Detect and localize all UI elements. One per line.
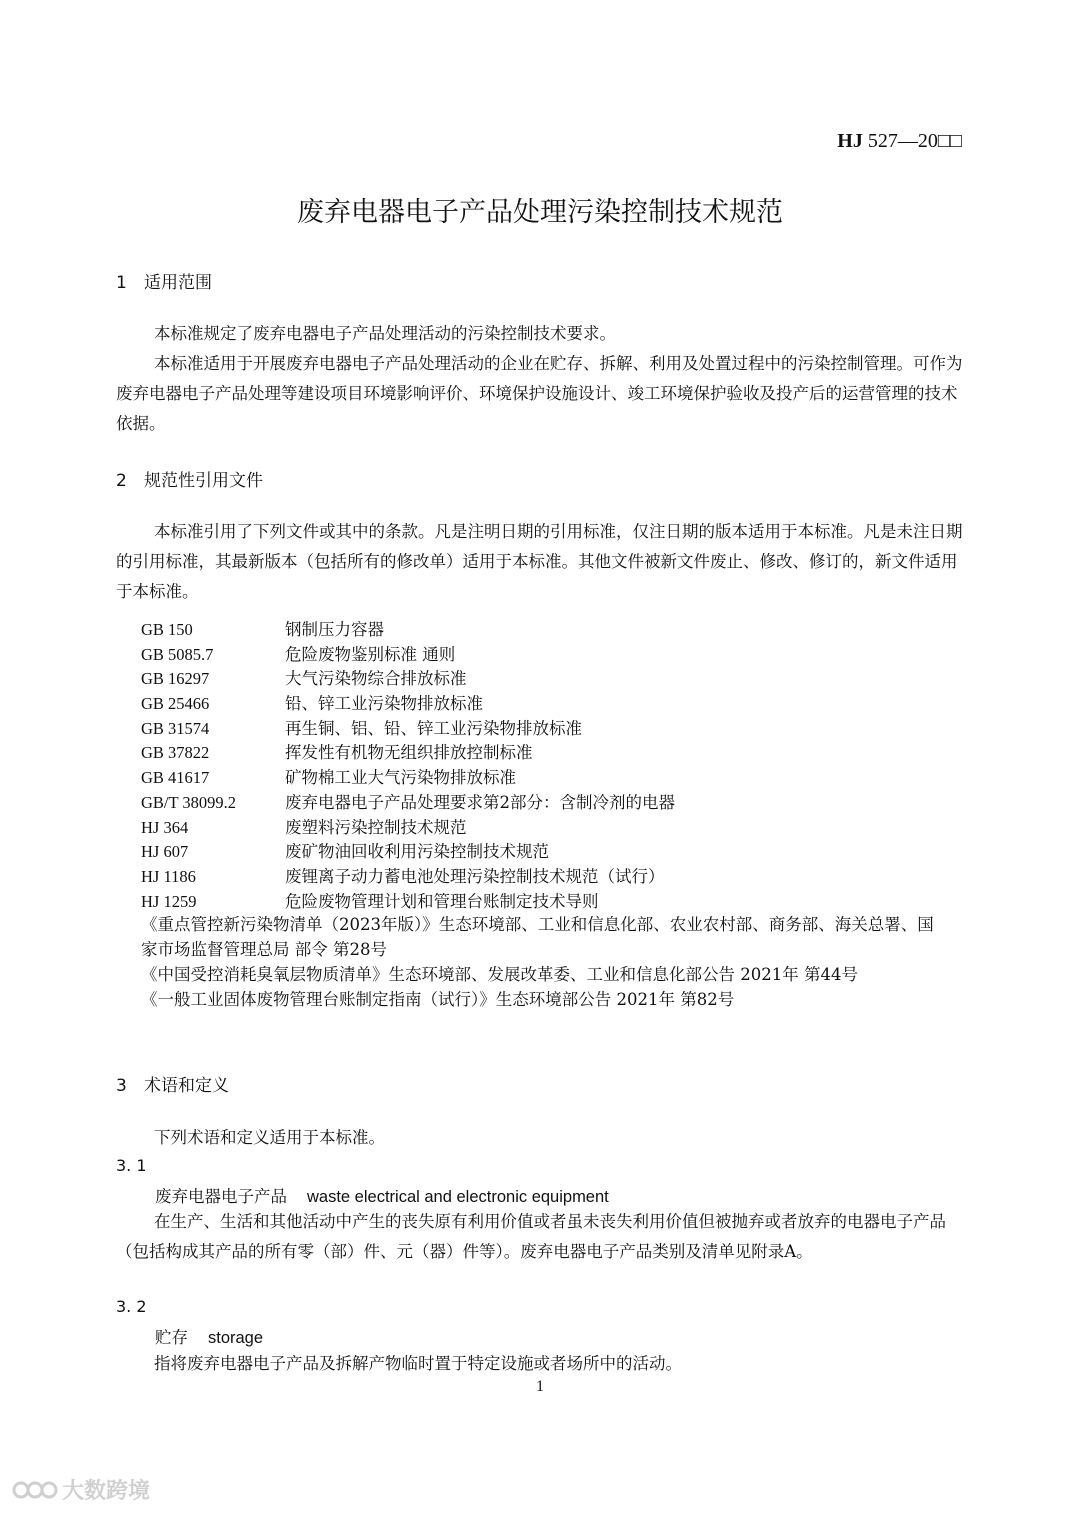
reference-code: HJ 1186 — [141, 866, 196, 886]
section-title: 术语和定义 — [144, 1076, 229, 1096]
section-1-paragraph-2: 本标准适用于开展废弃电器电子产品处理活动的企业在贮存、拆解、利用及处置过程中的污染控制管理。可作为废弃电器电子产品处理等建设项目环境影响评价、环境保护设施设计、竣工环境保护验收及投产后的运营管理的技术依据。 — [116, 354, 963, 433]
reference-row — [141, 890, 961, 915]
reference-row — [141, 816, 961, 841]
reference-row — [141, 741, 961, 766]
watermark-text: 大数跨境 — [62, 1479, 151, 1504]
policy-document-list — [141, 912, 941, 1012]
watermark — [12, 1474, 150, 1505]
reference-code: GB 31574 — [141, 718, 210, 738]
section-1-heading — [116, 268, 212, 293]
standard-code-prefix: HJ — [837, 130, 863, 152]
reference-code: GB 150 — [141, 620, 193, 639]
reference-name: 挥发性有机物无组织排放控制标准 — [285, 743, 533, 763]
reference-row — [141, 667, 961, 692]
policy-document-item: 《中国受控消耗臭氧层物质清单》生态环境部、发展改革委、工业和信息化部公告 2021年 第44号 — [141, 965, 858, 984]
term-english: storage — [208, 1329, 264, 1347]
reference-name: 危险废物鉴别标准 通则 — [285, 644, 456, 664]
reference-row — [141, 840, 961, 865]
clause-number: 3. 2 — [116, 1297, 147, 1316]
reference-code: GB 25466 — [141, 694, 210, 714]
reference-row — [141, 766, 961, 791]
reference-name: 大气污染物综合排放标准 — [285, 669, 467, 689]
reference-name: 危险废物管理计划和管理台账制定技术导则 — [285, 891, 599, 911]
reference-row — [141, 717, 961, 742]
reference-name: 矿物棉工业大气污染物排放标准 — [285, 768, 516, 788]
section-1-paragraph-1: 本标准规定了废弃电器电子产品处理活动的污染控制技术要求。 — [154, 324, 616, 343]
reference-code: GB 37822 — [141, 743, 210, 763]
policy-document-item: 《一般工业固体废物管理台账制定指南（试行）》生态环境部公告 2021年 第82号 — [141, 990, 735, 1009]
reference-row — [141, 791, 961, 816]
section-3-intro: 下列术语和定义适用于本标准。 — [154, 1128, 385, 1147]
reference-code: GB 16297 — [141, 669, 210, 689]
clause-number: 3. 1 — [116, 1156, 147, 1175]
section-number: 1 — [116, 273, 127, 293]
reference-code: HJ 364 — [141, 817, 189, 837]
reference-name: 废矿物油回收利用污染控制技术规范 — [285, 842, 549, 862]
section-title: 适用范围 — [144, 273, 212, 293]
reference-row — [141, 865, 961, 890]
section-2-paragraph: 本标准引用了下列文件或其中的条款。凡是注明日期的引用标准，仅注日期的版本适用于本标准。凡是未注日期的引用标准，其最新版本（包括所有的修改单）适用于本标准。其他文件被新文件废止、修改、修订的，新文件适用于本标准。 — [116, 522, 963, 601]
standard-code — [837, 130, 962, 153]
reference-row — [141, 618, 961, 643]
reference-name: 废锂离子动力蓄电池处理污染控制技术规范（试行） — [285, 866, 665, 886]
reference-code: GB 41617 — [141, 768, 210, 788]
reference-name: 再生铜、铝、铅、锌工业污染物排放标准 — [285, 718, 582, 738]
section-title: 规范性引用文件 — [144, 471, 263, 491]
document-title: 废弃电器电子产品处理污染控制技术规范 — [297, 197, 783, 228]
reference-code: HJ 1259 — [141, 891, 197, 911]
watermark-logo-icon — [12, 1475, 58, 1505]
term-heading — [155, 1324, 263, 1348]
normative-reference-list — [141, 618, 961, 914]
section-number: 2 — [116, 471, 127, 491]
reference-name: 铅、锌工业污染物排放标准 — [285, 694, 483, 714]
section-2-heading — [116, 466, 263, 491]
page-number: 1 — [536, 1378, 544, 1395]
term-heading — [155, 1183, 609, 1207]
term-definition: 指将废弃电器电子产品及拆解产物临时置于特定设施或者场所中的活动。 — [154, 1354, 682, 1373]
term-chinese: 废弃电器电子产品 — [155, 1187, 287, 1206]
reference-row — [141, 692, 961, 717]
section-3-heading — [116, 1071, 229, 1096]
policy-document-item: 《重点管控新污染物清单（2023年版）》生态环境部、工业和信息化部、农业农村部、商务部、海关总署、国家市场监督管理总局 部令 第28号 — [141, 915, 934, 959]
section-number: 3 — [116, 1076, 127, 1096]
reference-name: 钢制压力容器 — [285, 620, 384, 639]
reference-name: 废弃电器电子产品处理要求第2部分：含制冷剂的电器 — [285, 792, 675, 812]
term-definition: 在生产、生活和其他活动中产生的丧失原有利用价值或者虽未丧失利用价值但被抛弃或者放弃的电器电子产品（包括构成其产品的所有零（部）件、元（器）件等）。废弃电器电子产品类别及清单见附录A。 — [116, 1212, 946, 1261]
reference-code: HJ 607 — [141, 842, 189, 862]
reference-code: GB 5085.7 — [141, 644, 214, 664]
reference-code: GB/T 38099.2 — [141, 792, 237, 812]
standard-code-number: 527—20□□ — [862, 130, 962, 152]
reference-name: 废塑料污染控制技术规范 — [285, 817, 467, 837]
term-chinese: 贮存 — [155, 1328, 188, 1347]
term-english: waste electrical and electronic equipment — [307, 1188, 609, 1206]
reference-row — [141, 643, 961, 668]
